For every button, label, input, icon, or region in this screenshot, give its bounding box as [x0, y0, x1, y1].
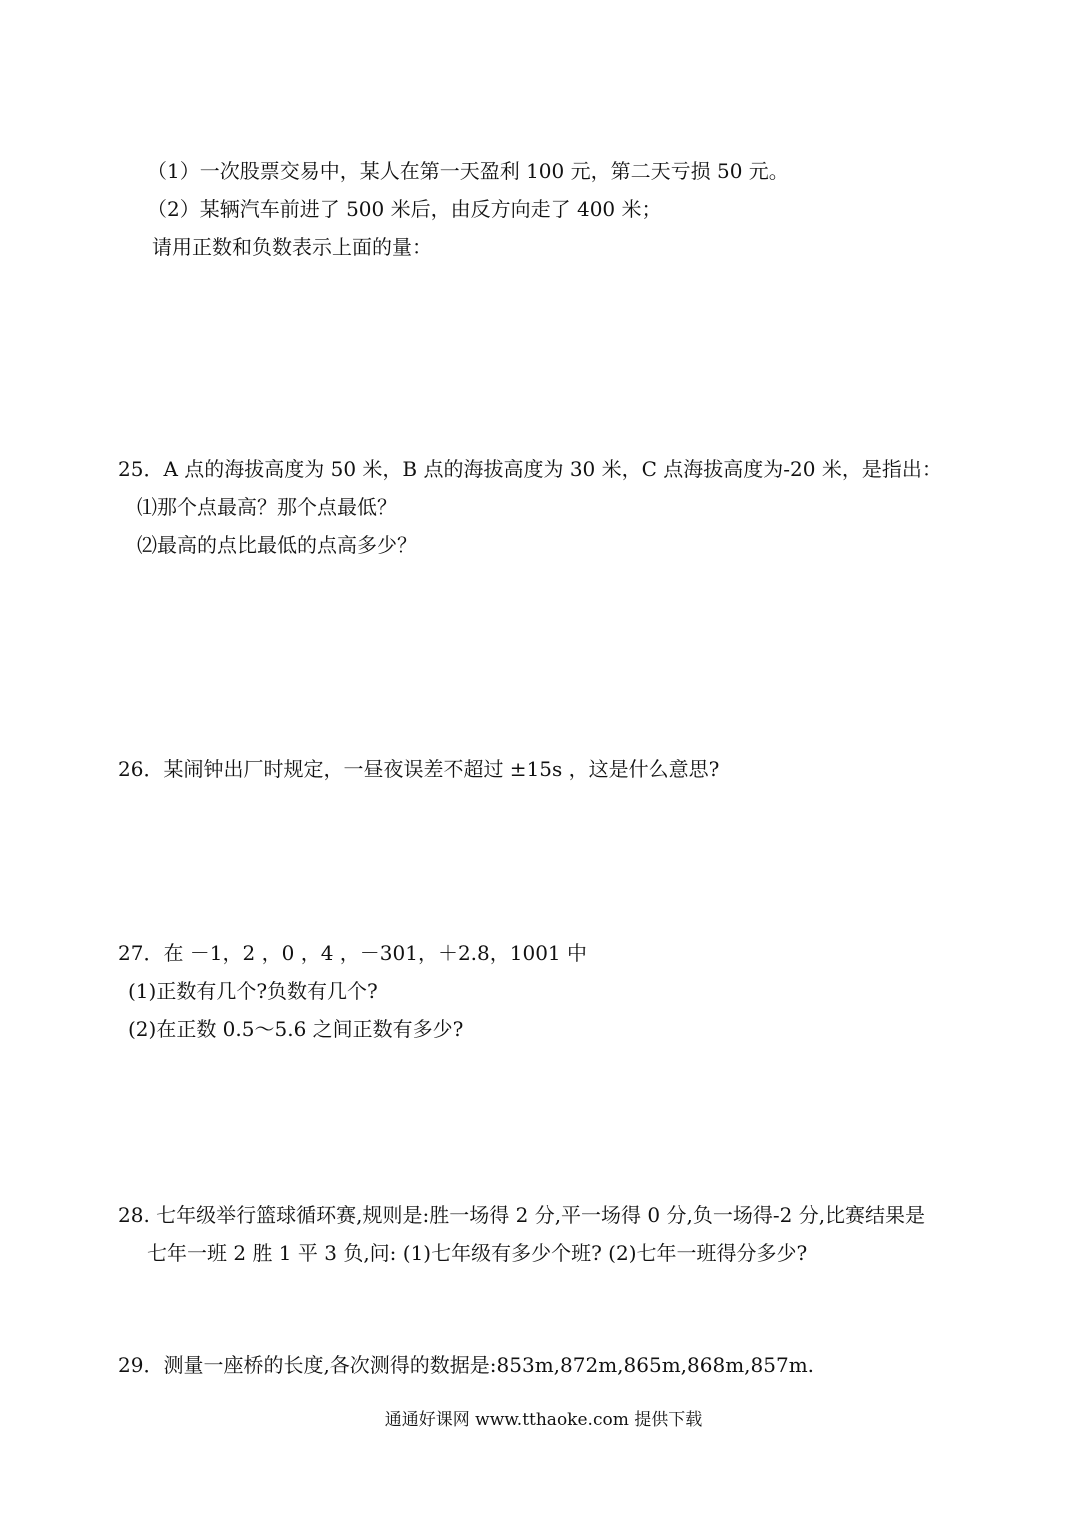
q25-stem: 25．A 点的海拔高度为 50 米，B 点的海拔高度为 30 米，C 点海拔高度为-20 米，是指出： — [118, 457, 942, 481]
q25-sub-2: ⑵最高的点比最低的点高多少？ — [137, 533, 417, 557]
q24-item-1: （1）一次股票交易中，某人在第一天盈利 100 元，第二天亏损 50 元。 — [147, 159, 789, 183]
page-footer: 通通好课网 www.tthaoke.com 提供下载 — [384, 1410, 703, 1430]
q28-line-1: 28. 七年级举行篮球循环赛,规则是:胜一场得 2 分,平一场得 0 分,负一场得-2 分,比赛结果是 — [118, 1203, 926, 1227]
q26-stem: 26．某闹钟出厂时规定，一昼夜误差不超过 ±15s ，这是什么意思? — [118, 757, 720, 781]
q29-stem: 29．测量一座桥的长度,各次测得的数据是:853m,872m,865m,868m,857m. — [118, 1353, 815, 1377]
q28-line-2: 七年一班 2 胜 1 平 3 负,问: (1)七年级有多少个班? (2)七年一班得分多少? — [147, 1241, 808, 1265]
q27-sub-1: (1)正数有几个?负数有几个? — [128, 979, 378, 1003]
q24-instruction: 请用正数和负数表示上面的量： — [152, 235, 432, 259]
q24-item-2: （2）某辆汽车前进了 500 米后，由反方向走了 400 米； — [147, 197, 662, 221]
q25-sub-1: ⑴那个点最高？那个点最低？ — [137, 495, 397, 519]
q27-sub-2: (2)在正数 0.5～5.6 之间正数有多少? — [128, 1017, 464, 1041]
q27-stem: 27．在 －1，2 ，0 ，4 ，－301，＋2.8，1001 中 — [118, 941, 588, 965]
